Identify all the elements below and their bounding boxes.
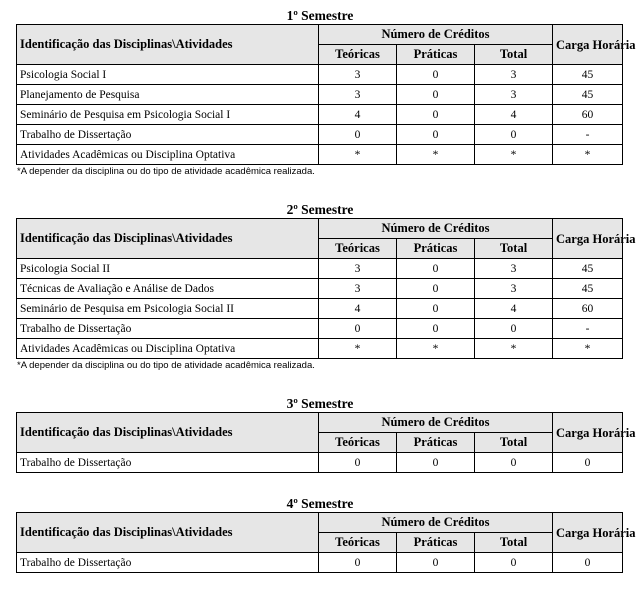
credits-teoricas: 3 — [319, 279, 397, 299]
header-carga-horaria: Carga Horária — [553, 413, 623, 453]
discipline-name: Atividades Acadêmicas ou Disciplina Optativa — [17, 145, 319, 165]
header-teoricas: Teóricas — [319, 239, 397, 259]
carga-horaria: - — [553, 319, 623, 339]
header-carga-horaria: Carga Horária — [553, 25, 623, 65]
discipline-name: Trabalho de Dissertação — [17, 553, 319, 573]
table-row — [17, 125, 623, 145]
header-total: Total — [475, 433, 553, 453]
credits-total: 3 — [475, 85, 553, 105]
semester-table — [16, 218, 636, 359]
header-credits: Número de Créditos — [319, 413, 553, 433]
header-identification: Identificação das Disciplinas\Atividades — [17, 25, 319, 65]
discipline-name: Trabalho de Dissertação — [17, 453, 319, 473]
credits-praticas: 0 — [397, 259, 475, 279]
semester-section-3 — [16, 396, 636, 473]
credits-praticas: 0 — [397, 299, 475, 319]
credits-teoricas: 4 — [319, 105, 397, 125]
credits-teoricas: 0 — [319, 553, 397, 573]
header-identification: Identificação das Disciplinas\Atividades — [17, 219, 319, 259]
header-teoricas: Teóricas — [319, 533, 397, 553]
table-row — [17, 145, 623, 165]
credits-praticas: 0 — [397, 105, 475, 125]
credits-teoricas: 3 — [319, 85, 397, 105]
carga-horaria: 0 — [553, 453, 623, 473]
credits-total: 0 — [475, 453, 553, 473]
credits-praticas: 0 — [397, 279, 475, 299]
table-row — [17, 319, 623, 339]
credits-praticas: 0 — [397, 319, 475, 339]
header-teoricas: Teóricas — [319, 45, 397, 65]
header-praticas: Práticas — [397, 533, 475, 553]
discipline-name: Seminário de Pesquisa em Psicologia Social II — [17, 299, 319, 319]
semester-section-1 — [16, 8, 636, 179]
semester-table — [16, 512, 636, 573]
carga-horaria: - — [553, 125, 623, 145]
credits-teoricas: 4 — [319, 299, 397, 319]
credits-total: 0 — [475, 319, 553, 339]
semester-section-2 — [16, 202, 636, 373]
credits-total: 3 — [475, 259, 553, 279]
discipline-name: Psicologia Social I — [17, 65, 319, 85]
discipline-name: Seminário de Pesquisa em Psicologia Social I — [17, 105, 319, 125]
carga-horaria: 45 — [553, 85, 623, 105]
credits-praticas: 0 — [397, 65, 475, 85]
header-identification: Identificação das Disciplinas\Atividades — [17, 513, 319, 553]
discipline-name: Atividades Acadêmicas ou Disciplina Optativa — [17, 339, 319, 359]
semester-title: 2º Semestre — [286, 202, 354, 217]
table-row — [17, 85, 623, 105]
header-praticas: Práticas — [397, 433, 475, 453]
credits-teoricas: 0 — [319, 125, 397, 145]
header-teoricas: Teóricas — [319, 433, 397, 453]
credits-praticas: 0 — [397, 125, 475, 145]
semester-title: 1º Semestre — [286, 8, 354, 23]
table-row — [17, 105, 623, 125]
credits-total: 0 — [475, 125, 553, 145]
semester-table — [16, 412, 636, 473]
carga-horaria: 45 — [553, 259, 623, 279]
carga-horaria: 0 — [553, 553, 623, 573]
table-row — [17, 259, 623, 279]
header-carga-horaria: Carga Horária — [553, 513, 623, 553]
credits-praticas: * — [397, 339, 475, 359]
semester-table — [16, 24, 636, 165]
table-row — [17, 553, 623, 573]
header-credits: Número de Créditos — [319, 513, 553, 533]
header-carga-horaria: Carga Horária — [553, 219, 623, 259]
credits-total: 3 — [475, 65, 553, 85]
header-total: Total — [475, 45, 553, 65]
discipline-name: Trabalho de Dissertação — [17, 125, 319, 145]
credits-total: 3 — [475, 279, 553, 299]
footnote: *A depender da disciplina ou do tipo de atividade acadêmica realizada. — [17, 360, 315, 371]
credits-teoricas: 0 — [319, 319, 397, 339]
table-row — [17, 65, 623, 85]
credits-total: 0 — [475, 553, 553, 573]
carga-horaria: 60 — [553, 105, 623, 125]
credits-teoricas: 3 — [319, 259, 397, 279]
header-credits: Número de Créditos — [319, 25, 553, 45]
header-praticas: Práticas — [397, 45, 475, 65]
header-total: Total — [475, 533, 553, 553]
discipline-name: Psicologia Social II — [17, 259, 319, 279]
credits-teoricas: * — [319, 339, 397, 359]
credits-total: * — [475, 339, 553, 359]
credits-total: 4 — [475, 105, 553, 125]
credits-teoricas: 0 — [319, 453, 397, 473]
carga-horaria: 45 — [553, 65, 623, 85]
semester-section-4 — [16, 496, 636, 573]
table-row — [17, 339, 623, 359]
credits-praticas: 0 — [397, 553, 475, 573]
table-row — [17, 453, 623, 473]
carga-horaria: * — [553, 145, 623, 165]
table-row — [17, 299, 623, 319]
credits-total: 4 — [475, 299, 553, 319]
semester-title: 3º Semestre — [286, 396, 354, 411]
semester-title: 4º Semestre — [286, 496, 354, 511]
carga-horaria: 45 — [553, 279, 623, 299]
carga-horaria: 60 — [553, 299, 623, 319]
credits-praticas: 0 — [397, 453, 475, 473]
table-row — [17, 279, 623, 299]
credits-praticas: * — [397, 145, 475, 165]
discipline-name: Planejamento de Pesquisa — [17, 85, 319, 105]
header-credits: Número de Créditos — [319, 219, 553, 239]
footnote: *A depender da disciplina ou do tipo de atividade acadêmica realizada. — [17, 166, 315, 177]
credits-total: * — [475, 145, 553, 165]
header-praticas: Práticas — [397, 239, 475, 259]
credits-teoricas: * — [319, 145, 397, 165]
header-identification: Identificação das Disciplinas\Atividades — [17, 413, 319, 453]
discipline-name: Técnicas de Avaliação e Análise de Dados — [17, 279, 319, 299]
credits-teoricas: 3 — [319, 65, 397, 85]
carga-horaria: * — [553, 339, 623, 359]
discipline-name: Trabalho de Dissertação — [17, 319, 319, 339]
header-total: Total — [475, 239, 553, 259]
credits-praticas: 0 — [397, 85, 475, 105]
